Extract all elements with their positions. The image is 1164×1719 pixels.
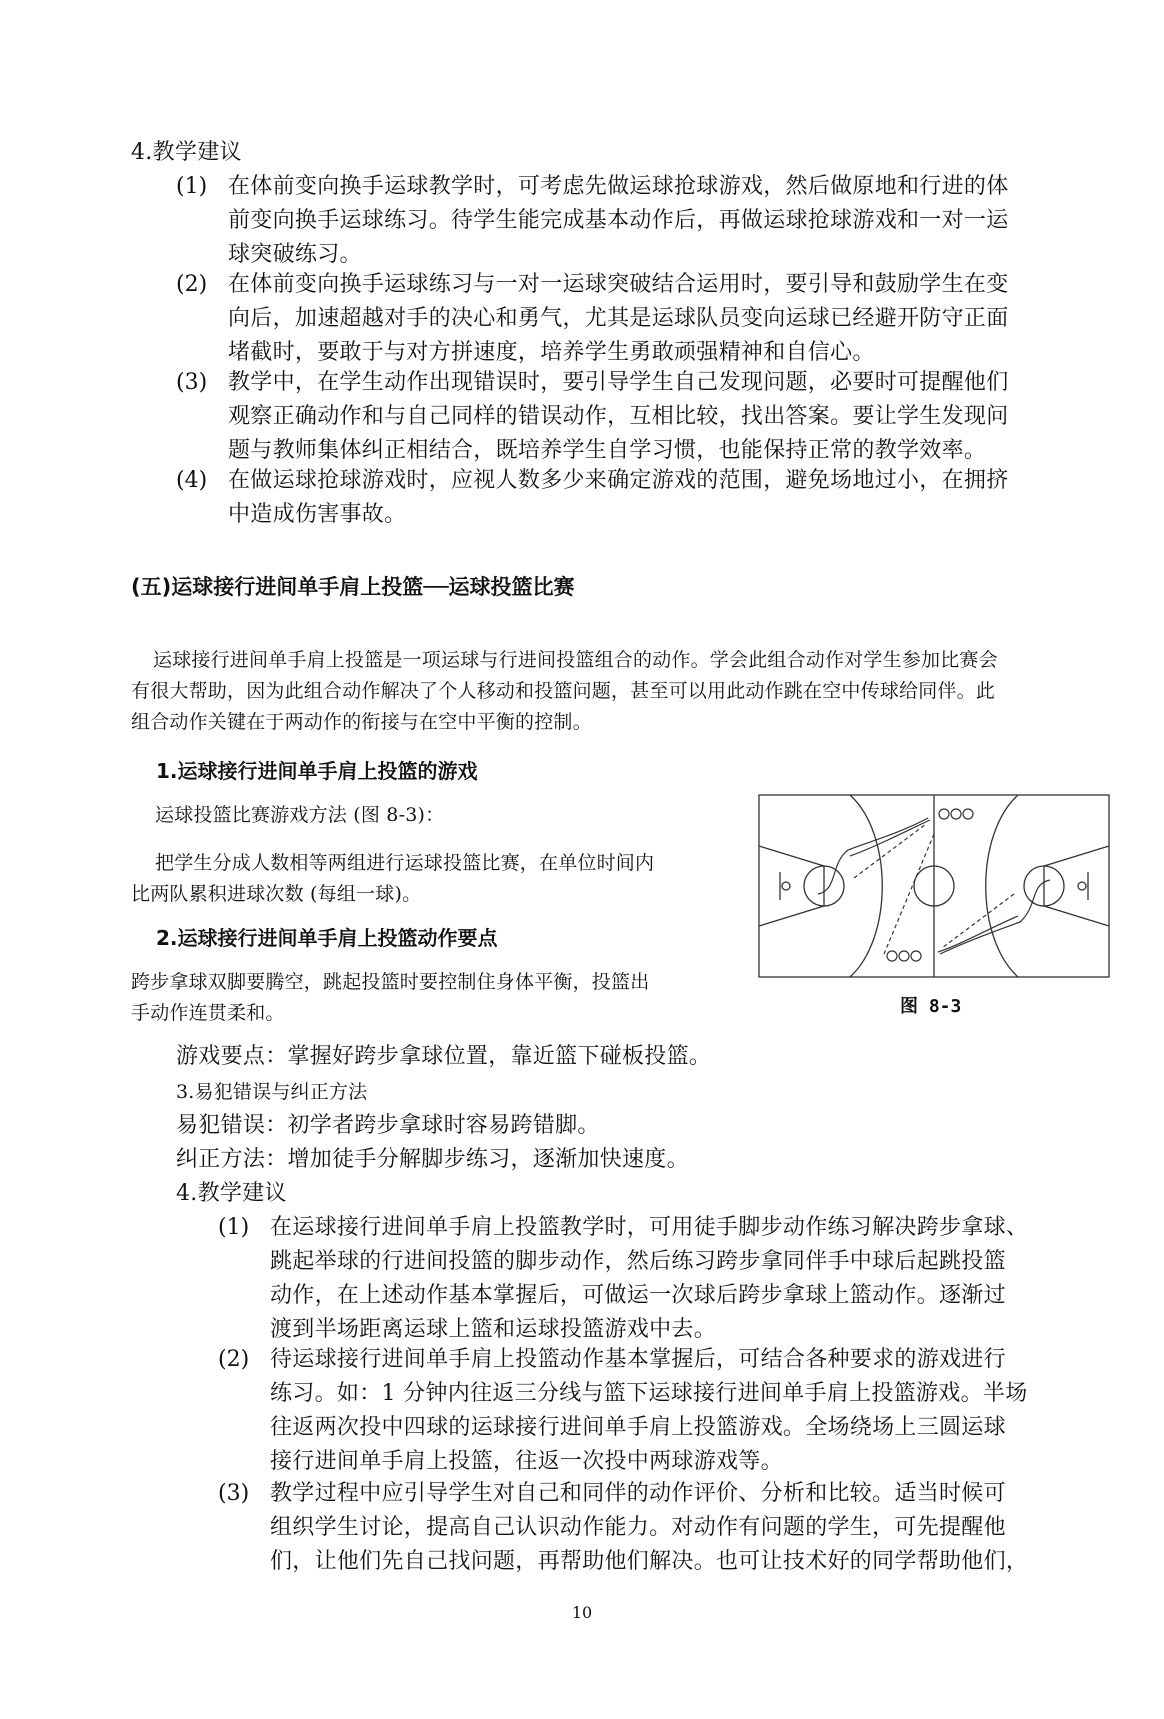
section-5-title: (五)运球接行进间单手肩上投篮──运球投篮比赛 — [131, 575, 575, 599]
list-number: (1) — [176, 174, 208, 199]
key-points: 跨步拿球双脚要腾空，跳起投篮时要控制住身体平衡，投篮出 手动作连贯柔和。 — [131, 971, 650, 1024]
list-number: (3) — [218, 1481, 250, 1506]
list-item: 在体前变向换手运球教学时，可考虑先做运球抢球游戏，然后做原地和行进的体 前变向换手运球练习。待学生能完成基本动作后，再做运球抢球游戏和一对一运 球突破练习。 — [228, 174, 1009, 267]
section-4b-title: 4.教学建议 — [176, 1181, 287, 1206]
subheading-key-points: 2.运球接行进间单手肩上投篮动作要点 — [156, 926, 498, 950]
list-item: 教学中，在学生动作出现错误时，要引导学生自己发现问题，必要时可提醒他们 观察正确动作和与自己同样的错误动作，互相比较，找出答案。要让学生发现问 题与教师集体纠正相结合，既培养学生自学习惯，也能保持正常的教学效率。 — [228, 370, 1009, 463]
subheading-game: 1.运球接行进间单手肩上投篮的游戏 — [156, 759, 478, 783]
common-error: 易犯错误：初学者跨步拿球时容易跨错脚。 — [176, 1113, 600, 1138]
list-number: (2) — [176, 272, 208, 297]
game-method: 运球投篮比赛游戏方法 (图 8-3)： — [155, 804, 445, 826]
list-number: (1) — [218, 1215, 250, 1240]
list-item: 在体前变向换手运球练习与一对一运球突破结合运用时，要引导和鼓励学生在变 向后，加速超越对手的决心和勇气，尤其是运球队员变向运球已经避开防守正面 堵截时，要敢于与对方拼速度，培养学生勇敢顽强精神和自信心。 — [228, 272, 1009, 365]
list-item: 在运球接行进间单手肩上投篮教学时，可用徒手脚步动作练习解决跨步拿球、 跳起举球的行进间投篮的脚步动作，然后练习跨步拿同伴手中球后起跳投篮 动作，在上述动作基本掌握后，可做运一次球后跨步拿球上篮动作。逐渐过 渡到半场距离运球上篮和运球投篮游戏中去。 — [270, 1215, 1029, 1342]
list-number: (2) — [218, 1347, 250, 1372]
list-number: (3) — [176, 370, 208, 395]
correction-method: 纠正方法：增加徒手分解脚步练习，逐渐加快速度。 — [176, 1147, 689, 1172]
list-item: 教学过程中应引导学生对自己和同伴的动作评价、分析和比较。适当时候可 组织学生讨论，提高自己认识动作能力。对动作有问题的学生，可先提醒他 们，让他们先自己找问题，再帮助他们解决。也可让技术好的同学帮助他们， — [270, 1481, 1029, 1574]
figure-caption: 图 8-3 — [900, 996, 962, 1017]
game-description: 把学生分成人数相等两组进行运球投篮比赛，在单位时间内 比两队累积进球次数 (每组一球)。 — [131, 852, 655, 905]
list-item: 在做运球抢球游戏时，应视人数多少来确定游戏的范围，避免场地过小，在拥挤 中造成伤害事故。 — [228, 468, 1009, 527]
section-3-title: 3.易犯错误与纠正方法 — [176, 1081, 368, 1103]
list-number: (4) — [176, 468, 208, 493]
game-key-points: 游戏要点：掌握好跨步拿球位置，靠近篮下碰板投篮。 — [176, 1044, 712, 1069]
page-number: 10 — [571, 1603, 593, 1622]
basketball-court-diagram — [758, 794, 1110, 978]
list-item: 待运球接行进间单手肩上投篮动作基本掌握后，可结合各种要求的游戏进行 练习。如：1 分钟内往返三分线与篮下运球接行进间单手肩上投篮游戏。半场 往返两次投中四球的运球接行进间单手肩上投篮游戏。全场绕场上三圆运球 接行进间单手肩上投篮，往返一次投中两球游戏等。 — [270, 1347, 1028, 1474]
section-4-title: 4.教学建议 — [131, 140, 242, 165]
intro-paragraph: 运球接行进间单手肩上投篮是一项运球与行进间投篮组合的动作。学会此组合动作对学生参加比赛会 有很大帮助，因为此组合动作解决了个人移动和投篮问题，甚至可以用此动作跳在空中传球给同伴。此 组合动作关键在于两动作的衔接与在空中平衡的控制。 — [131, 649, 998, 733]
